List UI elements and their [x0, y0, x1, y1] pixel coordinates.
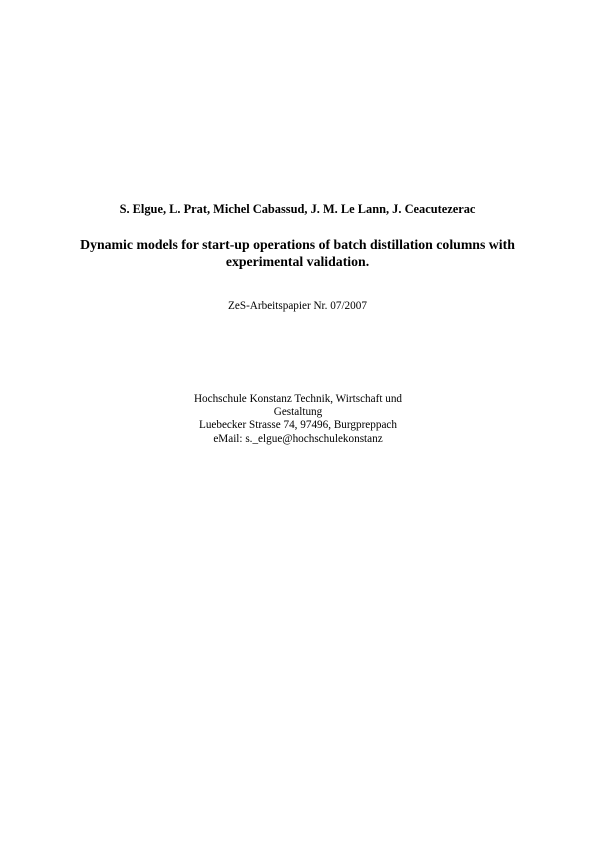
affiliation-email: eMail: s._elgue@hochschulekonstanz [213, 432, 383, 445]
author-list: S. Elgue, L. Prat, Michel Cabassud, J. M. Le Lann, J. Ceacutezerac [119, 202, 476, 216]
affiliation-institution: Hochschule Konstanz Technik, Wirtschaft und [193, 393, 403, 405]
affiliation-institution-cont: Gestaltung [273, 406, 323, 419]
paper-title-line-1: Dynamic models for start-up operations of batch distillation columns with [80, 237, 515, 252]
working-paper-number: ZeS-Arbeitspapier Nr. 07/2007 [228, 300, 367, 312]
paper-title-line-2: experimental validation. [225, 253, 370, 269]
affiliation-block [178, 393, 418, 446]
paper-title [60, 237, 535, 270]
affiliation-address: Luebecker Strasse 74, 97496, Burgpreppach [198, 419, 397, 432]
